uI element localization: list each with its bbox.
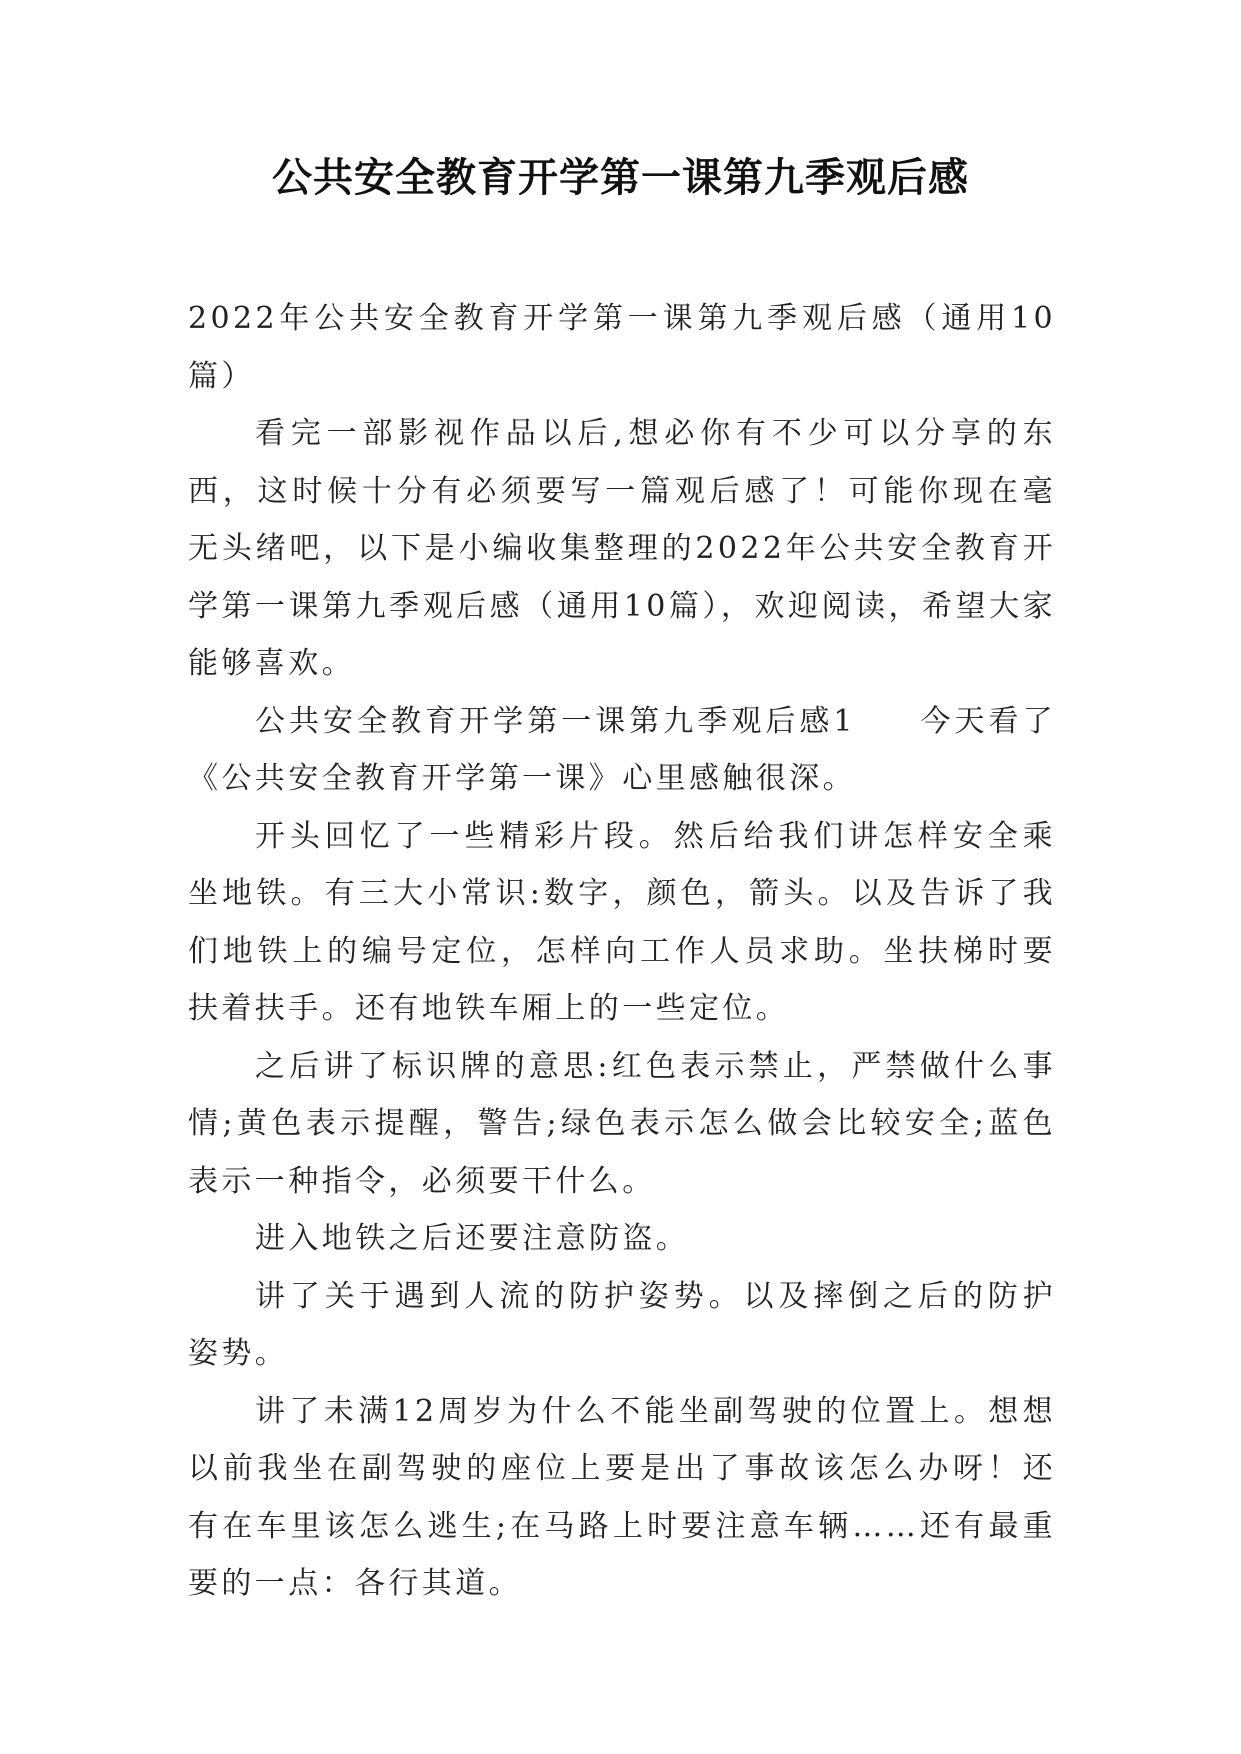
section1-lead: 今天看了《公共安全教育开学第一课》心里感触很深。 bbox=[188, 703, 1056, 796]
document-body bbox=[188, 290, 1056, 1613]
intro-paragraph: 看完一部影视作品以后,想必你有不少可以分享的东西，这时候十分有必须要写一篇观后感了！可能你现在毫无头绪吧，以下是小编收集整理的2022年公共安全教育开学第一课第九季观后感（通用10篇），欢迎阅读，希望大家能够喜欢。 bbox=[188, 416, 1056, 681]
body-paragraph: 讲了未满12周岁为什么不能坐副驾驶的位置上。想想以前我坐在副驾驶的座位上要是出了事故该怎么办呀！还有在车里该怎么逃生;在马路上时要注意车辆……还有最重要的一点：各行其道。 bbox=[188, 1393, 1056, 1601]
section1-paragraph bbox=[188, 693, 1056, 808]
body-paragraph: 讲了关于遇到人流的防护姿势。以及摔倒之后的防护姿势。 bbox=[188, 1278, 1056, 1371]
body-paragraph: 开头回忆了一些精彩片段。然后给我们讲怎样安全乘坐地铁。有三大小常识:数字，颜色，箭头。以及告诉了我们地铁上的编号定位，怎样向工作人员求助。坐扶梯时要扶着扶手。还有地铁车厢上的一些定位。 bbox=[188, 818, 1056, 1026]
body-paragraph: 之后讲了标识牌的意思:红色表示禁止，严禁做什么事情;黄色表示提醒，警告;绿色表示怎么做会比较安全;蓝色表示一种指令，必须要干什么。 bbox=[188, 1048, 1056, 1199]
document-title: 公共安全教育开学第一课第九季观后感 bbox=[272, 155, 969, 201]
document-subtitle: 2022年公共安全教育开学第一课第九季观后感（通用10篇） bbox=[188, 301, 1056, 394]
body-paragraph: 进入地铁之后还要注意防盗。 bbox=[255, 1221, 690, 1256]
section1-heading: 公共安全教育开学第一课第九季观后感1 bbox=[255, 703, 856, 739]
